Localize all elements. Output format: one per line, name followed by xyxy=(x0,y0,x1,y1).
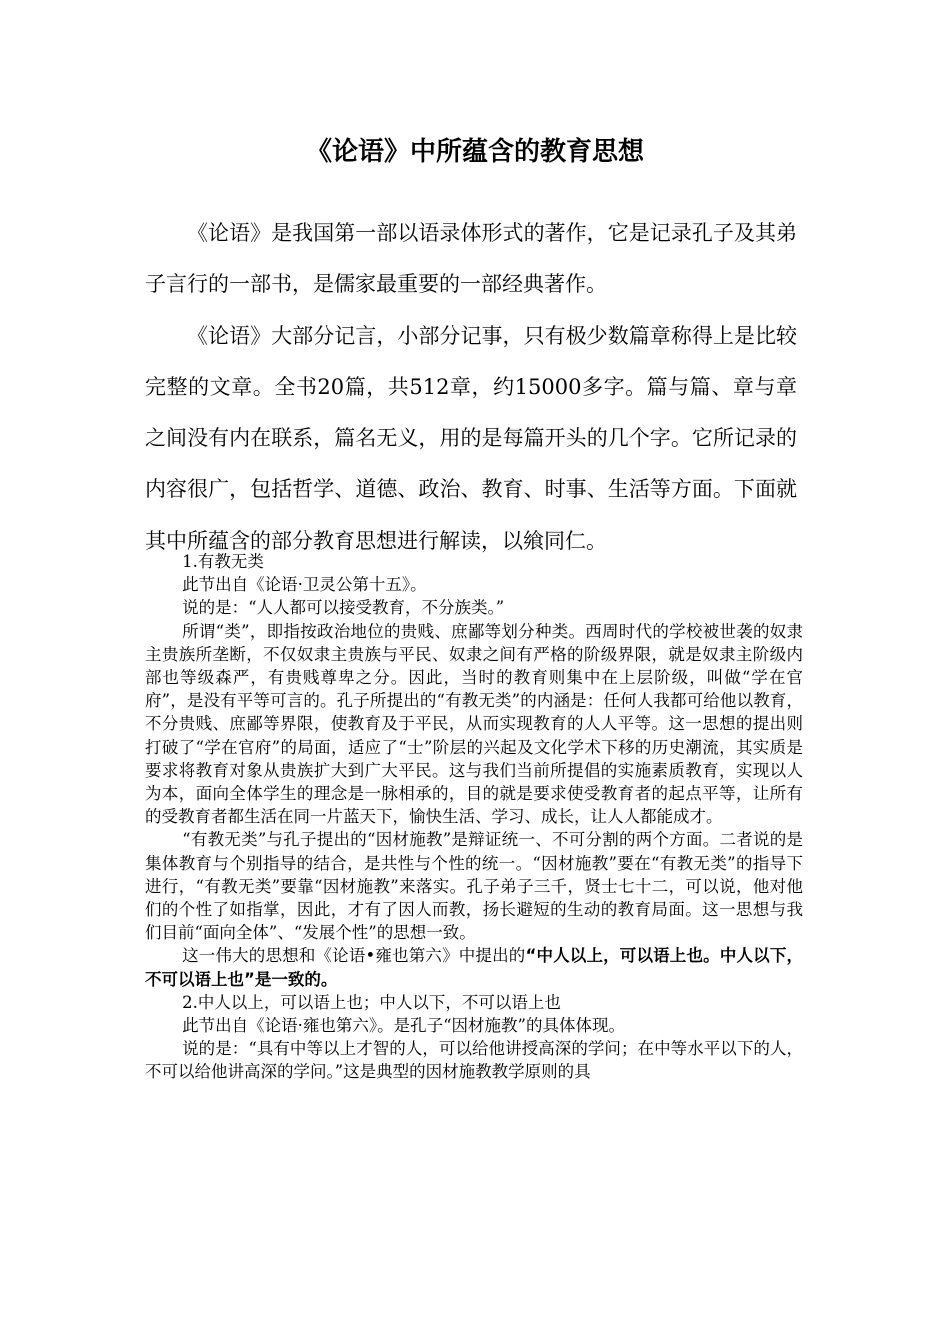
intro-paragraph: 《论语》大部分记言，小部分记事，只有极少数篇章称得上是比较完整的文章。全书20篇，共512章，约15000多字。篇与篇、章与章之间没有内在联系，篇名无义，用的是每篇开头的几个字。它所记录的内容很广，包括哲学、道德、政治、教育、时事、生活等方面。下面就其中所蕴含的部分教育思想进行解读，以飨同仁。 xyxy=(145,323,797,553)
body-paragraph: “有教无类”与孔子提出的“因材施教”是辩证统一、不可分割的两个方面。二者说的是集体教育与个别指导的结合，是共性与个性的统一。“因材施教”要在“有教无类”的指导下进行，“有教无类”要靠“因材施教”来落实。孔子弟子三千，贤士七十二，可以说，他对他们的个性了如指掌，因此，才有了因人而教，扬长避短的生动的教育局面。这一思想与我们目前“面向全体”、“发展个性”的思想一致。 xyxy=(145,830,803,943)
bold-quote: “中人以上，可以语上也。中人以下，不可以语上也”是一致的。 xyxy=(145,946,803,989)
meaning-line: 说的是：“人人都可以接受教育，不分族类。” xyxy=(182,598,505,618)
body-paragraph xyxy=(145,944,803,990)
meaning-line: 说的是：“具有中等以上才智的人，可以给他讲授高深的学问；在中等水平以下的人，不可以给他讲高深的学问。”这是典型的因材施教教学原则的具 xyxy=(145,1039,803,1082)
source-line: 此节出自《论语·雍也第六》。是孔子“因材施教”的具体体现。 xyxy=(182,1016,625,1036)
paragraph-lead-text: 这一伟大的思想和《论语•雍也第六》中提出的 xyxy=(182,946,526,966)
section-heading: 1.有教无类 xyxy=(182,552,264,571)
section-heading: 2.中人以上，可以语上也；中人以下，不可以语上也 xyxy=(182,992,561,1012)
intro-paragraph: 《论语》是我国第一部以语录体形式的著作，它是记录孔子及其弟子言行的一部书，是儒家最重要的一部经典著作。 xyxy=(145,221,797,297)
body-section xyxy=(145,550,803,1084)
source-line: 此节出自《论语·卫灵公第十五》。 xyxy=(182,575,427,595)
document-title: 《论语》中所蕴含的教育思想 xyxy=(305,137,644,167)
intro-section xyxy=(145,208,797,567)
body-paragraph: 所谓“类”，即指按政治地位的贵贱、庶鄙等划分种类。西周时代的学校被世袭的奴隶主贵族所垄断，不仅奴隶主贵族与平民、奴隶之间有严格的阶级界限，就是奴隶主阶级内部也等级森严，有贵贱尊卑之分。因此，当时的教育则集中在上层阶级，叫做“学在官府”，是没有平等可言的。孔子所提出的“有教无类”的内涵是：任何人我都可给他以教育，不分贵贱、庶鄙等界限，使教育及于平民，从而实现教育的人人平等。这一思想的提出则打破了“学在官府”的局面，适应了“士”阶层的兴起及文化学术下移的历史潮流，其实质是要求将教育对象从贵族扩大到广大平民。这与我们当前所提倡的实施素质教育，实现以人为本，面向全体学生的理念是一脉相承的，目的就是要求使受教育者的起点平等，让所有的受教育者都生活在同一片蓝天下，愉快生活、学习、成长，让人人都能成才。 xyxy=(145,621,803,827)
